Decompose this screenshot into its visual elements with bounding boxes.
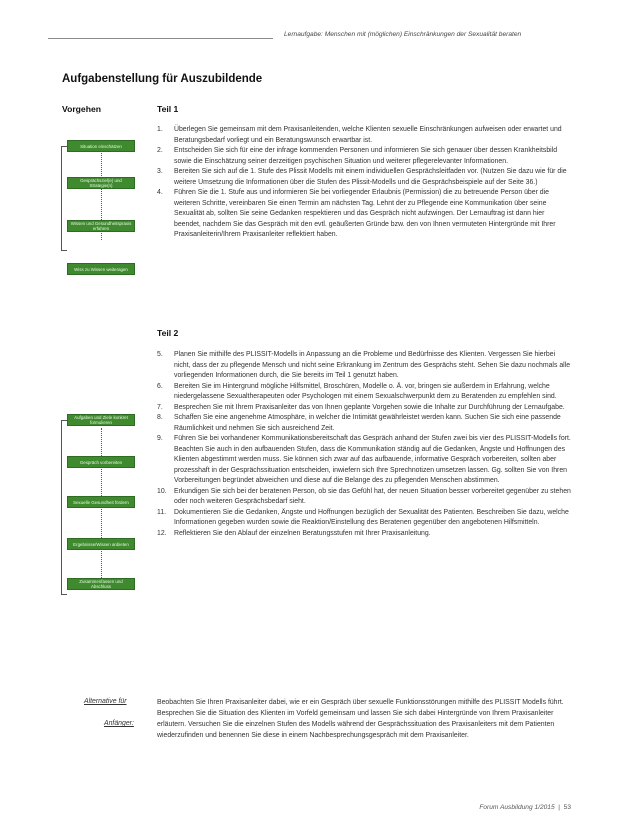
list-item: 5. Planen Sie mithilfe des PLISSIT-Modells in Anpassung an die Probleme und Bedürfnisse des Klienten. Vergessen Sie hierbei nicht, dass der zu pflegende Mensch und nicht seine Erkrankung im Zentrum des Gesprächs steht. Sehen Sie dazu nochmals alle vorliegenden Informationen durch, die Sie bereits im Teil 1 genutzt haben. — [157, 351, 571, 379]
flow-bracket-bottom — [61, 594, 67, 595]
running-header: Lernaufgabe: Menschen mit (möglichen) Einschränkungen der Sexualität beraten — [284, 31, 522, 38]
header-rule — [48, 38, 273, 39]
flow-bracket-bottom — [61, 250, 67, 251]
flow-step: Ergebnisse/Wissen anbieten — [67, 538, 135, 550]
alternative-label-line1: Alternative für — [84, 698, 127, 705]
list-item: 8. Schaffen Sie eine angenehme Atmosphäre, in welcher die Intimität gewährleistet werden kann. Suchen Sie sich eine passende Räumlichkeit und nehmen Sie sich ausreichend Zeit. — [157, 414, 561, 432]
part2-heading: Teil 2 — [157, 328, 179, 338]
alternative-text: Beobachten Sie Ihren Praxisanleiter dabei, wie er ein Gespräch über sexuelle Funktionsstörungen mithilfe des PLISSIT Modells führt. Besprechen Sie die Situation des Klienten im Vorfeld gemeinsam und lassen Sie sich dabei Hintergründe von Ihrem Praxisanleiter erläutern. Versuchen Sie die einzelnen Stufen des Modells während der Gesprächssituation des Praxisanleiters mit dem Patienten wiederzufinden und benennen Sie diese in einem Nachbesprechungsgespräch mit dem Praxisanleiter. — [157, 699, 564, 739]
flow-step: Gesprächsziel(e) und Strategie(n) — [67, 177, 135, 189]
footer-page-number: 53 — [563, 804, 571, 811]
list-item: 12. Reflektieren Sie den Ablauf der einzelnen Beratungsstufen mit Ihrer Praxisanleitung. — [157, 529, 431, 537]
list-item: 10. Erkundigen Sie sich bei der beratenen Person, ob sie das Gefühl hat, der neuen Situation besser vorbereitet gegenüber zu stehen oder noch weiteren Gesprächsbedarf sieht. — [157, 487, 571, 505]
part2-task-list — [157, 350, 573, 539]
list-item: 1. Überlegen Sie gemeinsam mit dem Praxisanleitenden, welche Klienten sexuelle Einschränkungen aufweisen oder erwartet und Beratungsbedarf vorliegt und ein Beratungswunsch erwartbar ist. — [157, 126, 562, 144]
list-item: 3. Bereiten Sie sich auf die 1. Stufe des Plissit Modells mit einem individuellen Gesprächsleitfaden vor. (Nutzen Sie dazu wie für die weitere Umsetzung die Informationen über die Stufen des Plissit-Modells und die Gesprächsbeispiele auf der Seite 36.) — [157, 168, 567, 186]
list-item: 9. Führen Sie bei vorhandener Kommunikationsbereitschaft das Gespräch anhand der Stufen zwei bis vier des PLISSIT-Modells fort. Beachten Sie auch in den aufbauenden Stufen, dass die Kommunikation ständig auf die Gedanken, Ängste und Hoffnungen des Klienten abgestimmt werden muss. Sie können sich zwar auf das aufbauende, informative Gespräch vorbereiten, sollten aber prozesshaft in der Gesprächssituation entscheiden, inwiefern sich Ihre Sprechnotizen umsetzen lassen. Gg. sollten Sie von Ihren Vorbereitungen begründet abweichen und diese auf die Belange des zu pflegenden Menschen abstimmen. — [157, 435, 571, 484]
flow-step: Aufgaben und Ziele konkret formulieren — [67, 414, 135, 426]
page-footer: Forum Ausbildung 1/2015 | 53 — [479, 804, 571, 811]
list-item: 4. Führen Sie die 1. Stufe aus und informieren Sie bei vorliegender Erlaubnis (Permission) die zu betreuende Person über die weiteren Schritte, vereinbaren Sie einen Termin am nächsten Tag. Lehnt der zu Pflegende eine Kommunikation über seine Sexualität ab, sollten Sie seine Gedanken respektieren und das Gespräch nicht aufzwingen. Der Lernauftrag ist dann hier beendet, nachdem Sie das Gespräch mit den evtl. geäußerten Gründe bzw. den von Ihnen vermuteten Hintergründe mit Ihrer Praxisanleiterin/Ihrem Praxisanleiter reflektiert haben. — [157, 189, 556, 238]
footer-journal: Forum Ausbildung 1/2015 — [479, 804, 555, 811]
list-item: 2. Entscheiden Sie sich für eine der infrage kommenden Personen und informieren Sie sich genauer über dessen Krankheitsbild sowie die Einschätzung seiner derzeitigen psychischen Situation und weiterer pflegerelevanter Informationen. — [157, 147, 558, 165]
page-title: Aufgabenstellung für Auszubildende — [62, 73, 263, 85]
flow-bracket-line — [61, 146, 62, 250]
part1-heading: Teil 1 — [157, 104, 179, 114]
list-item: 11. Dokumentieren Sie die Gedanken, Ängste und Hoffnungen bezüglich der Sexualität des Patienten. Beschreiben Sie dazu, welche Informationen gegeben wurden sowie die Reaktion/Einstellung des Beratenen gegenüber den angebotenen Hilfsmitteln. — [157, 508, 569, 526]
list-item: 6. Bereiten Sie im Hintergrund mögliche Hilfsmittel, Broschüren, Modelle o. Ä. vor, bringen sie außerdem in Erfahrung, welche niedergelassene Sexualtherapeuten oder Psychologen mit einem Sexualschwerpunkt dem zu Beratenden zu empfehlen sind. — [157, 382, 557, 400]
list-item: 7. Besprechen Sie mit Ihrem Praxisanleiter das von Ihnen geplante Vorgehen sowie die Inhalte zur Durchführung der Lernaufgabe. — [157, 403, 565, 411]
flow-step: Gespräch vorbereiten — [67, 456, 135, 468]
procedure-heading: Vorgehen — [62, 104, 101, 114]
alternative-label-line2: Anfänger: — [104, 720, 134, 727]
part1-task-list — [157, 125, 573, 241]
flow-step: Situation einschätzen — [67, 140, 135, 152]
flow-step: Wiss zu Wissen weiteragen — [67, 263, 135, 275]
flow-step: Zusammenfassen und Abschluss — [67, 578, 135, 590]
flow-bracket-line — [61, 420, 62, 594]
flow-step: Wissen und Gesundheitspraxis erfahren — [67, 220, 135, 232]
flow-step: Sexuelle Gesundheit fördern — [67, 496, 135, 508]
